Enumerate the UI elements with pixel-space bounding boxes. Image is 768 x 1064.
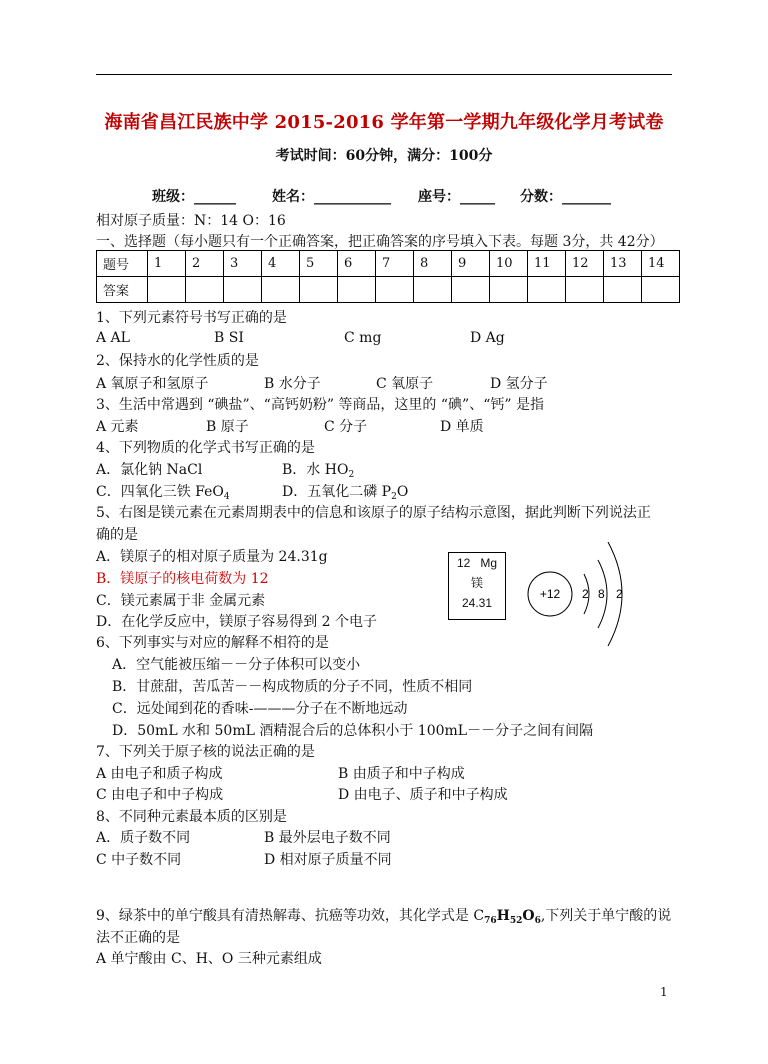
answer-cell[interactable] xyxy=(186,277,224,303)
table-row xyxy=(97,277,680,303)
q1-option-c: C mg xyxy=(344,330,382,346)
table-cell: 1 xyxy=(148,251,186,277)
q1-stem: 1、下列元素符号书写正确的是 xyxy=(96,310,287,326)
exam-title: 海南省昌江民族中学 2015-2016 学年第一学期九年级化学月考试卷 xyxy=(104,112,664,133)
answer-cell[interactable] xyxy=(376,277,414,303)
class-field: 班级：______ xyxy=(152,189,236,205)
q8-option-c: C 中子数不同 xyxy=(96,852,182,868)
q8-stem: 8、不同种元素最本质的区别是 xyxy=(96,809,287,825)
q5-option-a: A．镁原子的相对原子质量为 24.31g xyxy=(96,549,328,565)
q9-stem: 9、绿茶中的单宁酸具有清热解毒、抗癌等功效，其化学式是 $C_{76}H_{52}O_6$,下列关于单宁酸的说 xyxy=(96,908,672,926)
q7-option-c: C 由电子和中子构成 xyxy=(96,787,224,803)
atomic-mass-note: 相对原子质量：N：14 O：16 xyxy=(96,213,286,229)
answer-cell[interactable] xyxy=(452,277,490,303)
table-cell: 11 xyxy=(528,251,566,277)
q1-option-a: A AL xyxy=(96,330,130,346)
q1-option-d: D Ag xyxy=(470,330,505,346)
table-cell: 7 xyxy=(376,251,414,277)
q4-option-d: D．五氧化二磷 $P_2O$ xyxy=(282,484,409,502)
q6-stem: 6、下列事实与对应的解释不相符的是 xyxy=(96,635,329,651)
shell-1-electrons: 2 xyxy=(582,587,589,601)
q7-stem: 7、下列关于原子核的说法正确的是 xyxy=(96,744,315,760)
q6-option-d: D．50mL 水和 50mL 酒精混合后的总体积小于 100mL－－分子之间有间隔 xyxy=(112,723,594,739)
header-rule xyxy=(96,74,672,75)
q7-option-a: A 由电子和质子构成 xyxy=(96,766,223,782)
q2-option-d: D 氢分子 xyxy=(490,376,548,392)
q2-stem: 2、保持水的化学性质的是 xyxy=(96,353,259,369)
q5-option-d: D．在化学反应中，镁原子容易得到 2 个电子 xyxy=(96,614,378,630)
mg-atomic-number: 12 xyxy=(456,556,471,570)
table-cell: 3 xyxy=(224,251,262,277)
q2-option-c: C 氧原子 xyxy=(376,376,434,392)
q3-option-c: C 分子 xyxy=(324,419,368,435)
shell-3-electrons: 2 xyxy=(616,587,623,601)
table-cell: 12 xyxy=(566,251,604,277)
answer-cell[interactable] xyxy=(566,277,604,303)
answer-cell[interactable] xyxy=(528,277,566,303)
name-field: 姓名：___________ xyxy=(272,189,391,205)
q3-option-a: A 元素 xyxy=(96,419,139,435)
answer-cell[interactable] xyxy=(300,277,338,303)
q5-stem: 5、右图是镁元素在元素周期表中的信息和该原子的原子结构示意图，据此判断下列说法正 xyxy=(96,505,651,521)
table-cell: 5 xyxy=(300,251,338,277)
mg-name: 镁 xyxy=(470,576,483,590)
answer-cell[interactable] xyxy=(604,277,642,303)
table-cell: 4 xyxy=(262,251,300,277)
q3-stem: 3、生活中常遇到 “碘盐”、“高钙奶粉” 等商品，这里的 “碘”、“钙” 是指 xyxy=(96,397,544,413)
q6-option-b: B．甘蔗甜，苦瓜苦－－构成物质的分子不同，性质不相同 xyxy=(112,679,473,695)
q6-option-c: C．远处闻到花的香味-———分子在不断地远动 xyxy=(112,701,408,717)
nucleus-charge: +12 xyxy=(539,587,561,601)
table-row xyxy=(97,251,680,277)
table-cell: 13 xyxy=(604,251,642,277)
table-cell: 2 xyxy=(186,251,224,277)
q8-option-a: A．质子数不同 xyxy=(96,830,191,846)
mg-atom-structure-diagram xyxy=(524,538,634,650)
q4-option-b: B．水 $HO_2$ xyxy=(282,462,355,480)
q8-option-d: D 相对原子质量不同 xyxy=(264,852,392,868)
answer-table xyxy=(96,250,680,303)
seat-field: 座号：_____ xyxy=(418,189,495,205)
q9-stem-cont: 法不正确的是 xyxy=(96,930,180,946)
answer-cell[interactable] xyxy=(338,277,376,303)
table-header-cell: 题号 xyxy=(97,251,148,277)
table-header-cell: 答案 xyxy=(97,277,148,303)
table-cell: 10 xyxy=(490,251,528,277)
q8-option-b: B 最外层电子数不同 xyxy=(264,830,391,846)
answer-cell[interactable] xyxy=(224,277,262,303)
answer-cell[interactable] xyxy=(148,277,186,303)
q7-option-b: B 由质子和中子构成 xyxy=(338,766,465,782)
q3-option-b: B 原子 xyxy=(206,419,249,435)
q2-option-a: A 氧原子和氢原子 xyxy=(96,376,209,392)
table-cell: 8 xyxy=(414,251,452,277)
table-cell: 6 xyxy=(338,251,376,277)
shell-2-electrons: 8 xyxy=(598,587,605,601)
page-number: 1 xyxy=(660,985,668,999)
q4-option-a: A．氯化钠 NaCl xyxy=(96,462,203,478)
table-cell: 9 xyxy=(452,251,490,277)
mg-mass: 24.31 xyxy=(461,596,493,610)
q9-option-a: A 单宁酸由 C、H、O 三种元素组成 xyxy=(96,951,322,967)
section-heading: 一、选择题（每小题只有一个正确答案，把正确答案的序号填入下表。每题 3分，共 42分） xyxy=(96,234,664,250)
q3-option-d: D 单质 xyxy=(440,419,484,435)
answer-cell[interactable] xyxy=(262,277,300,303)
q7-option-d: D 由电子、质子和中子构成 xyxy=(338,787,508,803)
answer-cell[interactable] xyxy=(414,277,452,303)
answer-cell[interactable] xyxy=(642,277,680,303)
q5-option-c: C．镁元素属于非 金属元素 xyxy=(96,593,266,609)
q2-option-b: B 水分子 xyxy=(264,376,321,392)
q4-stem: 4、下列物质的化学式书写正确的是 xyxy=(96,440,315,456)
q5-option-b: B．镁原子的核电荷数为 12 xyxy=(96,571,269,587)
score-field: 分数：_______ xyxy=(520,189,611,205)
mg-symbol: Mg xyxy=(480,556,498,570)
q5-stem-cont: 确的是 xyxy=(96,527,138,543)
table-cell: 14 xyxy=(642,251,680,277)
exam-subtitle: 考试时间：60分钟，满分：100分 xyxy=(275,148,493,164)
q1-option-b: B SI xyxy=(214,330,244,346)
mg-periodic-cell xyxy=(448,552,506,620)
q4-option-c: C．四氧化三铁 FeO$_4$ xyxy=(96,484,230,502)
answer-cell[interactable] xyxy=(490,277,528,303)
q6-option-a: A．空气能被压缩－－分子体积可以变小 xyxy=(112,657,361,673)
